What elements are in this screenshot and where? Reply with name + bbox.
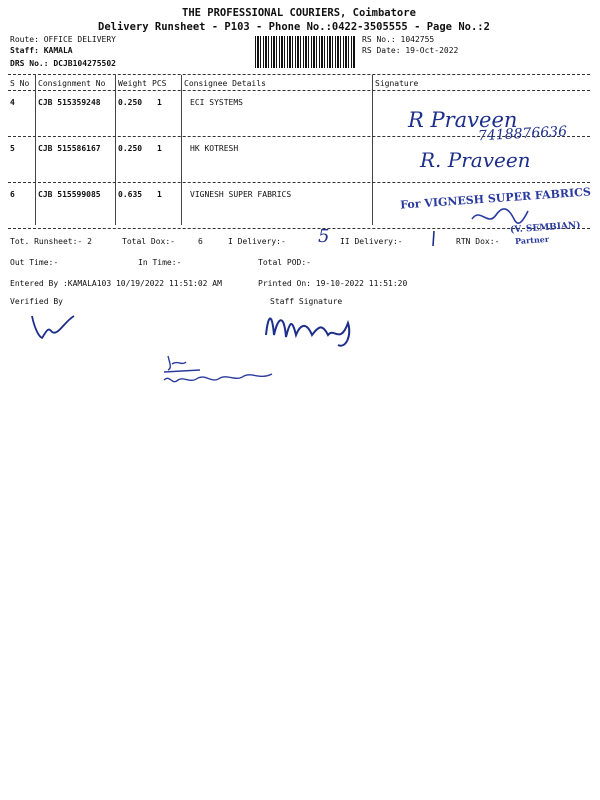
col-divider	[181, 75, 182, 225]
verified-by-label: Verified By	[10, 297, 63, 306]
verified-signature	[28, 312, 78, 342]
handwritten-signature: R. Praveen	[420, 148, 531, 172]
company-stamp: For VIGNESH SUPER FABRICS	[399, 185, 592, 212]
handwritten-phone: 7418876636	[477, 123, 568, 145]
col-divider	[35, 75, 36, 225]
col-divider	[115, 75, 116, 225]
row-pcs: 1	[157, 98, 162, 107]
route-label: Route: OFFICE DELIVERY	[10, 35, 116, 44]
table-bottom-rule	[8, 228, 590, 229]
staff-signature-label: Staff Signature	[270, 297, 343, 306]
rs-date: RS Date: 19-Oct-2022	[362, 46, 459, 55]
i-delivery: I Delivery:-	[228, 237, 286, 246]
staff-label: Staff: KAMALA	[10, 46, 73, 55]
row-consignment: CJB 515586167	[38, 144, 101, 153]
row-weight: 0.250	[118, 144, 143, 153]
company-title: THE PROFESSIONAL COURIERS, Coimbatore	[182, 7, 416, 19]
ii-delivery: II Delivery:-	[340, 237, 403, 246]
row-pcs: 1	[157, 144, 162, 153]
col-pcs: PCS	[152, 79, 167, 88]
staff-signature	[262, 305, 362, 350]
stamp-person: (V. SEMBIAN)	[509, 220, 581, 236]
col-sno: S No	[10, 79, 30, 88]
stamp-signature-scribble	[470, 205, 530, 227]
out-time: Out Time:-	[10, 258, 59, 267]
ii-delivery-mark	[430, 230, 438, 248]
stamp-role: Partner	[514, 233, 550, 247]
table-top-rule	[8, 74, 590, 75]
col-divider	[372, 75, 373, 225]
handwritten-signature: R Praveen	[408, 108, 518, 132]
row-sno: 6	[10, 190, 15, 199]
row-rule	[8, 182, 590, 183]
barcode	[255, 36, 355, 68]
col-consignee: Consignee Details	[184, 79, 266, 88]
row-consignment: CJB 515359248	[38, 98, 101, 107]
total-pod: Total POD:-	[258, 258, 311, 267]
col-consignment: Consignment No	[38, 79, 106, 88]
row-pcs: 1	[157, 190, 162, 199]
row-consignment: CJB 515599085	[38, 190, 101, 199]
row-consignee: VIGNESH SUPER FABRICS	[190, 190, 292, 199]
total-dox-label: Total Dox:-	[122, 237, 175, 246]
in-time: In Time:-	[138, 258, 182, 267]
total-runsheet: Tot. Runsheet:- 2	[10, 237, 92, 246]
rs-number: RS No.: 1042755	[362, 35, 435, 44]
rtn-dox: RTN Dox:-	[456, 237, 500, 246]
row-sno: 4	[10, 98, 15, 107]
total-dox-value: 6	[198, 237, 203, 246]
runsheet-title: Delivery Runsheet - P103 - Phone No.:0422-3505555 - Page No.:2	[98, 21, 490, 33]
row-weight: 0.250	[118, 98, 143, 107]
drs-number: DRS No.: DCJB104275502	[10, 59, 116, 68]
col-weight: Weight	[118, 79, 147, 88]
i-delivery-handwritten: 5	[318, 226, 330, 247]
entered-by: Entered By :KAMALA103 10/19/2022 11:51:02 AM	[10, 279, 222, 288]
table-header-rule	[8, 90, 590, 91]
printed-on: Printed On: 19-10-2022 11:51:20	[258, 279, 408, 288]
additional-signature	[160, 350, 280, 390]
row-weight: 0.635	[118, 190, 143, 199]
row-consignee: HK KOTRESH	[190, 144, 239, 153]
col-signature: Signature	[375, 79, 419, 88]
row-consignee: ECI SYSTEMS	[190, 98, 243, 107]
row-sno: 5	[10, 144, 15, 153]
